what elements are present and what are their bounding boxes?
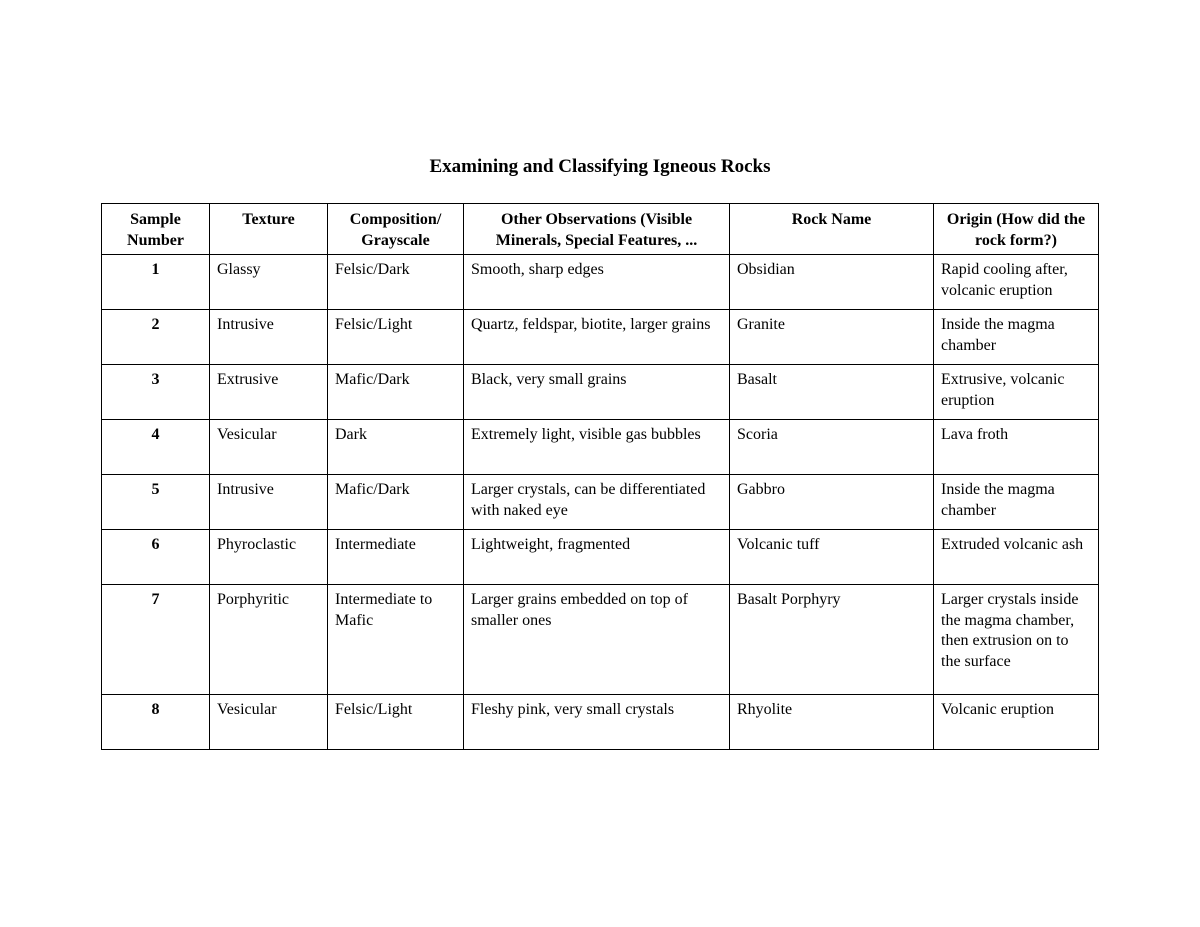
table-row bbox=[102, 310, 1099, 365]
cell-rock-name: Basalt bbox=[730, 365, 934, 420]
cell-observations: Lightweight, fragmented bbox=[464, 530, 730, 585]
cell-rock-name: Rhyolite bbox=[730, 695, 934, 750]
header-rock-name: Rock Name bbox=[730, 204, 934, 255]
cell-rock-name: Obsidian bbox=[730, 255, 934, 310]
igneous-rocks-table bbox=[101, 203, 1099, 750]
cell-texture: Phyroclastic bbox=[210, 530, 328, 585]
cell-rock-name: Gabbro bbox=[730, 475, 934, 530]
cell-origin: Extruded volcanic ash bbox=[934, 530, 1099, 585]
cell-origin: Lava froth bbox=[934, 420, 1099, 475]
table-row bbox=[102, 530, 1099, 585]
cell-sample-number: 2 bbox=[102, 310, 210, 365]
table-row bbox=[102, 365, 1099, 420]
cell-sample-number: 5 bbox=[102, 475, 210, 530]
table-row bbox=[102, 255, 1099, 310]
cell-texture: Intrusive bbox=[210, 310, 328, 365]
cell-observations: Fleshy pink, very small crystals bbox=[464, 695, 730, 750]
header-composition: Composition/ Grayscale bbox=[328, 204, 464, 255]
header-sample-number: Sample Number bbox=[102, 204, 210, 255]
cell-composition: Intermediate to Mafic bbox=[328, 585, 464, 695]
cell-origin: Inside the magma chamber bbox=[934, 475, 1099, 530]
header-origin: Origin (How did the rock form?) bbox=[934, 204, 1099, 255]
cell-observations: Black, very small grains bbox=[464, 365, 730, 420]
cell-observations: Larger grains embedded on top of smaller ones bbox=[464, 585, 730, 695]
cell-texture: Vesicular bbox=[210, 420, 328, 475]
cell-origin: Extrusive, volcanic eruption bbox=[934, 365, 1099, 420]
table-row bbox=[102, 420, 1099, 475]
cell-texture: Glassy bbox=[210, 255, 328, 310]
cell-sample-number: 4 bbox=[102, 420, 210, 475]
table-row bbox=[102, 695, 1099, 750]
cell-rock-name: Volcanic tuff bbox=[730, 530, 934, 585]
cell-rock-name: Basalt Porphyry bbox=[730, 585, 934, 695]
table-row bbox=[102, 585, 1099, 695]
cell-sample-number: 8 bbox=[102, 695, 210, 750]
document-title: Examining and Classifying Igneous Rocks bbox=[429, 156, 771, 177]
cell-texture: Extrusive bbox=[210, 365, 328, 420]
cell-texture: Vesicular bbox=[210, 695, 328, 750]
cell-rock-name: Granite bbox=[730, 310, 934, 365]
cell-sample-number: 6 bbox=[102, 530, 210, 585]
header-observations: Other Observations (Visible Minerals, Special Features, ... bbox=[464, 204, 730, 255]
cell-origin: Larger crystals inside the magma chamber, then extrusion on to the surface bbox=[934, 585, 1099, 695]
cell-sample-number: 3 bbox=[102, 365, 210, 420]
cell-observations: Larger crystals, can be differentiated with naked eye bbox=[464, 475, 730, 530]
cell-sample-number: 1 bbox=[102, 255, 210, 310]
cell-composition: Felsic/Light bbox=[328, 310, 464, 365]
cell-origin: Rapid cooling after, volcanic eruption bbox=[934, 255, 1099, 310]
cell-origin: Inside the magma chamber bbox=[934, 310, 1099, 365]
cell-composition: Felsic/Light bbox=[328, 695, 464, 750]
header-texture: Texture bbox=[210, 204, 328, 255]
cell-composition: Dark bbox=[328, 420, 464, 475]
cell-observations: Extremely light, visible gas bubbles bbox=[464, 420, 730, 475]
cell-composition: Felsic/Dark bbox=[328, 255, 464, 310]
cell-sample-number: 7 bbox=[102, 585, 210, 695]
table-row bbox=[102, 475, 1099, 530]
cell-texture: Intrusive bbox=[210, 475, 328, 530]
cell-composition: Intermediate bbox=[328, 530, 464, 585]
cell-origin: Volcanic eruption bbox=[934, 695, 1099, 750]
table-header-row bbox=[102, 204, 1099, 255]
cell-texture: Porphyritic bbox=[210, 585, 328, 695]
cell-observations: Quartz, feldspar, biotite, larger grains bbox=[464, 310, 730, 365]
cell-observations: Smooth, sharp edges bbox=[464, 255, 730, 310]
cell-composition: Mafic/Dark bbox=[328, 365, 464, 420]
cell-composition: Mafic/Dark bbox=[328, 475, 464, 530]
cell-rock-name: Scoria bbox=[730, 420, 934, 475]
